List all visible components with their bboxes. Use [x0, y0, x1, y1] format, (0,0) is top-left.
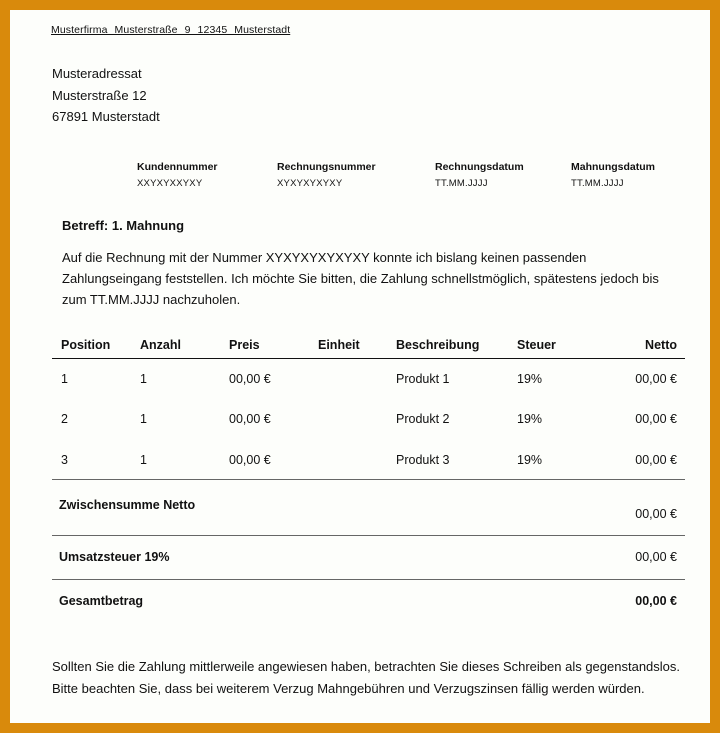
cell-beschreibung: Produkt 2 — [396, 412, 450, 426]
meta-label: Kundennummer — [137, 161, 218, 173]
meta-customer-number — [137, 161, 218, 189]
cell-preis: 00,00 € — [229, 372, 271, 386]
meta-invoice-number — [277, 161, 376, 189]
cell-steuer: 19% — [517, 372, 543, 386]
meta-value: XXYXYXXYXY — [137, 178, 203, 189]
col-header-beschreibung: Beschreibung — [396, 338, 480, 352]
subtotal-label: Zwischensumme Netto — [59, 498, 196, 512]
cell-anzahl: 1 — [140, 372, 147, 386]
closing-paragraph: Sollten Sie die Zahlung mittlerweile angewiesen haben, betrachten Sie dieses Schreiben als gegenstandslos. Bitte beachten Sie, dass bei weiterem Verzug Mahngebühren und Verzugszinsen fällig werden würden. — [52, 659, 681, 696]
table-row — [52, 412, 685, 430]
cell-position: 3 — [61, 453, 68, 467]
col-header-einheit: Einheit — [318, 338, 360, 352]
table-header — [52, 338, 685, 359]
divider — [52, 535, 685, 536]
invoice-page — [10, 10, 710, 723]
table-row — [52, 453, 685, 471]
recipient-address — [52, 63, 160, 128]
recipient-name: Musteradressat — [52, 66, 142, 81]
cell-netto: 00,00 € — [635, 453, 677, 467]
cell-position: 2 — [61, 412, 68, 426]
total-label: Gesamtbetrag — [59, 594, 144, 608]
col-header-preis: Preis — [229, 338, 260, 352]
cell-position: 1 — [61, 372, 68, 386]
meta-label: Rechnungsdatum — [435, 161, 524, 173]
col-header-netto: Netto — [645, 338, 677, 352]
cell-anzahl: 1 — [140, 453, 147, 467]
col-header-steuer: Steuer — [517, 338, 556, 352]
meta-label: Rechnungsnummer — [277, 161, 376, 173]
tax-value: 00,00 € — [635, 550, 677, 564]
intro-paragraph: Auf die Rechnung mit der Nummer XYXYXYXYXYXY konnte ich bislang keinen passenden Zahlungseingang feststellen. Ich möchte Sie bitten, die Zahlung schnellstmöglich, spätestens jedoch bis zum TT.MM.JJJJ nachzuholen. — [62, 250, 659, 307]
meta-reminder-date — [571, 161, 655, 189]
meta-value: TT.MM.JJJJ — [435, 178, 488, 189]
cell-steuer: 19% — [517, 453, 543, 467]
cell-netto: 00,00 € — [635, 372, 677, 386]
cell-beschreibung: Produkt 1 — [396, 372, 450, 386]
meta-invoice-date — [435, 161, 524, 189]
cell-anzahl: 1 — [140, 412, 147, 426]
divider — [52, 479, 685, 480]
table-row — [52, 372, 685, 390]
col-header-position: Position — [61, 338, 111, 352]
cell-steuer: 19% — [517, 412, 543, 426]
meta-value: TT.MM.JJJJ — [571, 178, 624, 189]
recipient-city: 67891 Musterstadt — [52, 109, 160, 124]
cell-netto: 00,00 € — [635, 412, 677, 426]
cell-beschreibung: Produkt 3 — [396, 453, 450, 467]
recipient-street: Musterstraße 12 — [52, 87, 147, 103]
subject-line: Betreff: 1. Mahnung — [62, 218, 185, 233]
sender-line: Musterfirma Musterstraße 9 12345 Musterstadt — [51, 24, 291, 36]
divider — [52, 579, 685, 580]
cell-preis: 00,00 € — [229, 412, 271, 426]
total-value: 00,00 € — [635, 594, 677, 608]
cell-preis: 00,00 € — [229, 453, 271, 467]
tax-label: Umsatzsteuer 19% — [59, 550, 170, 564]
meta-label: Mahnungsdatum — [571, 161, 655, 173]
col-header-anzahl: Anzahl — [140, 338, 181, 352]
meta-value: XYXYXYXYXY — [277, 178, 343, 189]
subtotal-value: 00,00 € — [635, 507, 677, 521]
